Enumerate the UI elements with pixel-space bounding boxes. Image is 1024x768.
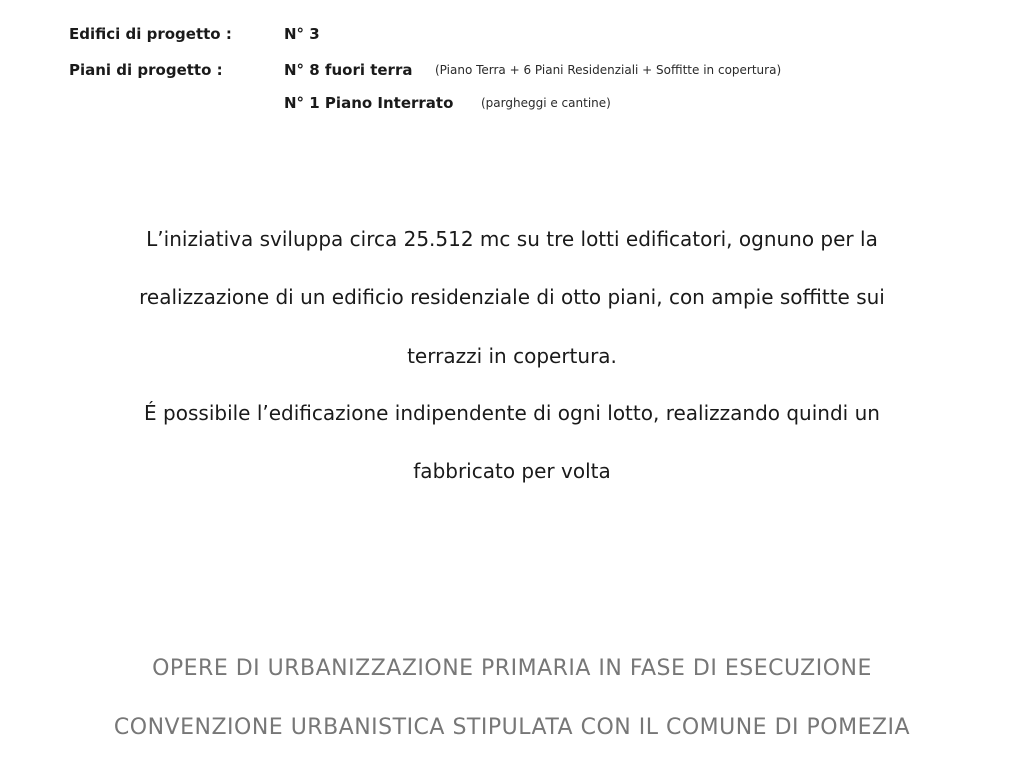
floors-value: N° 8 fuori terra	[284, 61, 413, 79]
description-line-3: terrazzi in copertura.	[407, 344, 617, 368]
basement-note: (pargheggi e cantine)	[481, 96, 611, 110]
basement-value: N° 1 Piano Interrato	[284, 94, 454, 112]
footer-line-works: OPERE DI URBANIZZAZIONE PRIMARIA IN FASE DI ESECUZIONE	[152, 656, 872, 681]
description-line-1: L’iniziativa sviluppa circa 25.512 mc su tre lotti edificatori, ognuno per la	[146, 227, 878, 251]
description-line-4: É possibile l’edificazione indipendente di ogni lotto, realizzando quindi un	[144, 401, 880, 425]
buildings-label: Edifici di progetto :	[69, 25, 232, 43]
buildings-value: N° 3	[284, 25, 320, 43]
floors-label: Piani di progetto :	[69, 61, 223, 79]
footer-line-convention: CONVENZIONE URBANISTICA STIPULATA CON IL COMUNE DI POMEZIA	[113, 715, 911, 740]
floors-note: (Piano Terra + 6 Piani Residenziali + Soffitte in copertura)	[435, 63, 782, 77]
description-line-2: realizzazione di un edificio residenziale di otto piani, con ampie soffitte sui	[139, 285, 885, 309]
description-line-5: fabbricato per volta	[413, 459, 611, 483]
